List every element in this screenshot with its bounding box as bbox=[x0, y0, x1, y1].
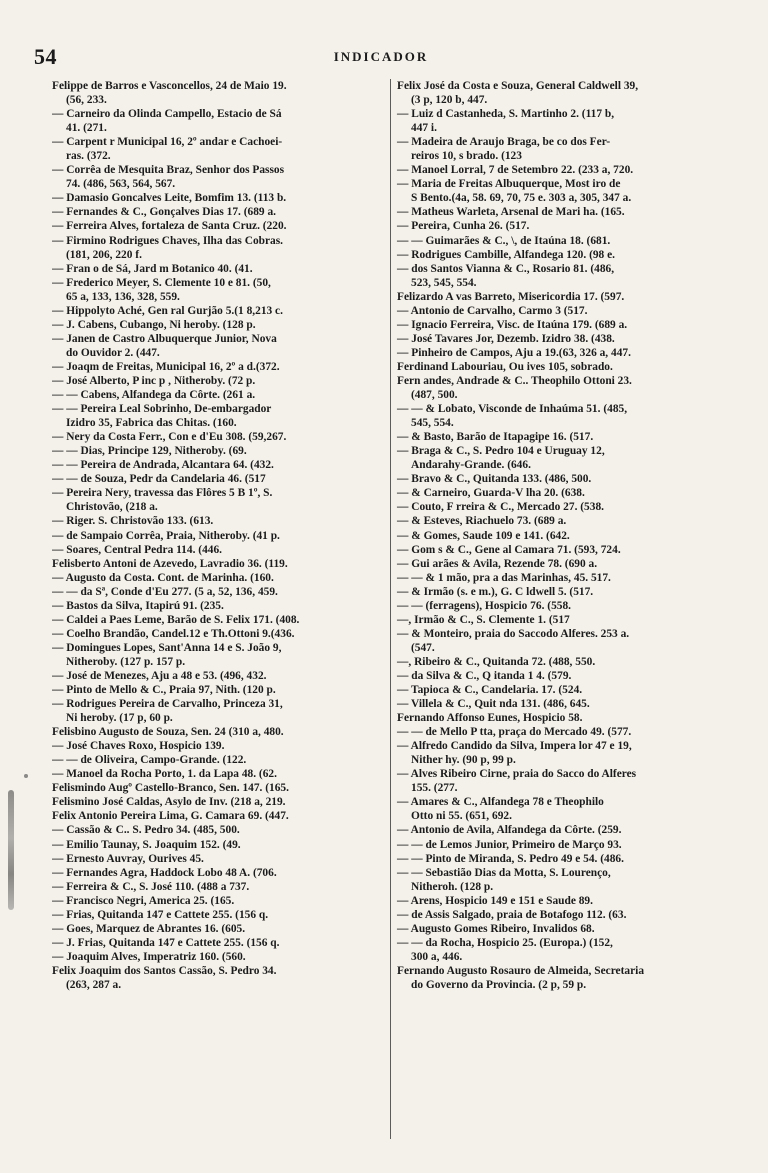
entry-line: — Manoel Lorral, 7 de Setembro 22. (233 a, 720. bbox=[397, 164, 634, 177]
entry-line: 545, 554. bbox=[411, 417, 454, 430]
directory-entry bbox=[397, 543, 729, 557]
entry-line: — Francisco Negri, America 25. (165. bbox=[52, 894, 235, 907]
directory-entry bbox=[397, 529, 729, 543]
directory-entry bbox=[397, 585, 729, 599]
directory-entry bbox=[52, 402, 385, 430]
entry-line: (263, 287 a. bbox=[66, 979, 122, 991]
entry-line: — — Guimarães & C., \, de Itaúna 18. (681. bbox=[397, 234, 611, 247]
entry-line: — Augusto Gomes Ribeiro, Invalidos 68. bbox=[397, 922, 595, 935]
directory-entry bbox=[397, 571, 729, 585]
directory-entry bbox=[52, 753, 385, 767]
entry-line: Ni heroby. (17 p, 60 p. bbox=[66, 712, 173, 725]
entry-line: Izidro 35, Fabrica das Chitas. (160. bbox=[66, 417, 237, 430]
directory-entry bbox=[397, 964, 729, 992]
column-divider bbox=[390, 79, 391, 1139]
directory-entry bbox=[397, 627, 729, 655]
directory-entry bbox=[397, 163, 729, 177]
directory-entry bbox=[397, 374, 729, 402]
directory-entry bbox=[52, 866, 385, 880]
directory-entry bbox=[397, 107, 729, 135]
directory-entry bbox=[397, 135, 729, 163]
entry-line: Felisbino Augusto de Souza, Sen. 24 (310 a, 480. bbox=[52, 726, 284, 739]
directory-entry bbox=[52, 880, 385, 894]
directory-entry bbox=[52, 332, 385, 360]
entry-line: 447 i. bbox=[411, 122, 437, 135]
entry-line: — — da Sª, Conde d'Eu 277. (5 a, 52, 136, 459. bbox=[52, 585, 278, 598]
entry-line: — Frederico Meyer, S. Clemente 10 e 81. (50, bbox=[52, 276, 271, 289]
directory-entry bbox=[397, 852, 729, 866]
entry-line: 300 a, 446. bbox=[411, 950, 463, 963]
entry-line: — Joaqm de Freitas, Municipal 16, 2º a d.(372. bbox=[52, 360, 280, 373]
entry-line: — José Chaves Roxo, Hospicio 139. bbox=[52, 740, 225, 753]
directory-entry bbox=[52, 430, 385, 444]
entry-line: — Cassão & C.. S. Pedro 34. (485, 500. bbox=[52, 824, 240, 837]
entry-line: — Fernandes & C., Gonçalves Dias 17. (689 a. bbox=[52, 206, 277, 219]
entry-line: — Fran o de Sá, Jard m Botanico 40. (41. bbox=[52, 262, 253, 275]
entry-line: — Firmino Rodrigues Chaves, Ilha das Cobras. bbox=[52, 234, 283, 247]
page-number: 54 bbox=[34, 44, 57, 69]
entry-line: — Damasio Goncalves Leite, Bomfim 13. (113 b. bbox=[52, 192, 287, 205]
entry-line: — Carneiro da Olinda Campello, Estacio de Sá bbox=[52, 108, 282, 121]
directory-entry bbox=[397, 444, 729, 472]
directory-entry bbox=[52, 585, 385, 599]
page-edge-mark bbox=[24, 774, 28, 778]
entry-line: (181, 206, 220 f. bbox=[66, 248, 142, 261]
entry-line: —, Ribeiro & C., Quitanda 72. (488, 550. bbox=[397, 655, 596, 668]
entry-line: Otto ni 55. (651, 692. bbox=[411, 810, 512, 823]
entry-line: (56, 233. bbox=[66, 94, 107, 107]
directory-entry bbox=[52, 852, 385, 866]
directory-entry bbox=[397, 711, 729, 725]
directory-entry bbox=[52, 795, 385, 809]
entry-line: — dos Santos Vianna & C., Rosario 81. (486, bbox=[397, 262, 615, 275]
entry-line: Nitheroh. (128 p. bbox=[411, 880, 494, 893]
entry-line: — Coelho Brandão, Candel.12 e Th.Ottoni 9.(436. bbox=[52, 627, 295, 640]
entry-line: — Carpent r Municipal 16, 2º andar e Cachoei- bbox=[52, 136, 283, 149]
entry-line: — Bravo & C., Quitanda 133. (486, 500. bbox=[397, 473, 592, 486]
directory-entry bbox=[397, 318, 729, 332]
entry-line: — de Sampaio Corrêa, Praia, Nitheroby. (41 p. bbox=[52, 529, 280, 542]
entry-line: — Pinheiro de Campos, Aju a 19.(63, 326 a, 447. bbox=[397, 346, 631, 359]
entry-line: — Ignacio Ferreira, Visc. de Itaúna 179. (689 a. bbox=[397, 318, 628, 331]
entry-line: — Augusto da Costa. Cont. de Marinha. (160. bbox=[52, 571, 274, 584]
entry-line: Nither hy. (90 p, 99 p. bbox=[411, 754, 516, 767]
directory-entry bbox=[397, 795, 729, 823]
entry-line: — Soares, Central Pedra 114. (446. bbox=[52, 543, 222, 556]
directory-entry bbox=[397, 683, 729, 697]
directory-entry bbox=[397, 402, 729, 430]
entry-line: — Villela & C., Quit nda 131. (486, 645. bbox=[397, 698, 590, 711]
entry-line: — Pereira, Cunha 26. (517. bbox=[397, 220, 530, 233]
directory-entry bbox=[52, 163, 385, 191]
page-header bbox=[34, 44, 728, 70]
entry-line: — Hippolyto Aché, Gen ral Gurjão 5.(1 8,213 c. bbox=[52, 304, 283, 317]
directory-entry bbox=[52, 922, 385, 936]
directory-entry bbox=[52, 374, 385, 388]
directory-entry bbox=[397, 360, 729, 374]
entry-line: — da Silva & C., Q itanda 1 4. (579. bbox=[397, 669, 572, 682]
directory-entry bbox=[397, 500, 729, 514]
directory-entry bbox=[52, 388, 385, 402]
directory-entry bbox=[52, 276, 385, 304]
entry-line: — Rodrigues Cambille, Alfandega 120. (98 e. bbox=[397, 248, 616, 261]
left-column bbox=[52, 79, 390, 1139]
directory-entry bbox=[397, 486, 729, 500]
entry-line: — José Alberto, P inc p , Nitheroby. (72 p. bbox=[52, 374, 256, 387]
entry-line: — — Sebastião Dias da Motta, S. Lourenço, bbox=[397, 866, 611, 879]
entry-line: — Pinto de Mello & C., Praia 97, Nith. (120 p. bbox=[52, 684, 276, 697]
entry-line: Ferdinand Labouriau, Ou ives 105, sobrado. bbox=[397, 360, 613, 373]
entry-line: — Domingues Lopes, Sant'Anna 14 e S. João 9, bbox=[52, 641, 282, 654]
entry-line: — — de Oliveira, Campo-Grande. (122. bbox=[52, 754, 247, 767]
directory-entry bbox=[52, 908, 385, 922]
entry-line: — Manoel da Rocha Porto, 1. da Lapa 48. (62. bbox=[52, 768, 277, 781]
entry-line: Felix José da Costa e Souza, General Caldwell 39, bbox=[397, 80, 639, 92]
entry-line: — Ferreira Alves, fortaleza de Santa Cruz. (220. bbox=[52, 220, 287, 233]
directory-entry bbox=[52, 472, 385, 486]
directory-entry bbox=[52, 529, 385, 543]
directory-entry bbox=[397, 655, 729, 669]
directory-entry bbox=[52, 823, 385, 837]
entry-line: (487, 500. bbox=[411, 389, 458, 402]
directory-entry bbox=[52, 514, 385, 528]
directory-entry bbox=[52, 964, 385, 992]
directory-entry bbox=[52, 79, 385, 107]
entry-line: — Bastos da Silva, Itapirú 91. (235. bbox=[52, 599, 224, 612]
entry-line: 65 a, 133, 136, 328, 559. bbox=[66, 290, 180, 303]
entry-line: Felix Joaquim dos Santos Cassão, S. Pedro 34. bbox=[52, 964, 277, 977]
entry-line: — Antonio de Carvalho, Carmo 3 (517. bbox=[397, 304, 588, 317]
directory-entry bbox=[52, 219, 385, 233]
entry-line: — Matheus Warleta, Arsenal de Mari ha. (165. bbox=[397, 206, 625, 219]
entry-line: ras. (372. bbox=[66, 150, 111, 163]
directory-entry bbox=[397, 599, 729, 613]
entry-line: — Ferreira & C., S. José 110. (488 a 737. bbox=[52, 880, 250, 893]
entry-line: — — Cabens, Alfandega da Côrte. (261 a. bbox=[52, 389, 256, 402]
entry-line: — — de Mello P tta, praça do Mercado 49. (577. bbox=[397, 726, 632, 739]
directory-entry bbox=[52, 781, 385, 795]
directory-entry bbox=[52, 613, 385, 627]
entry-line: — Emilio Taunay, S. Joaquim 152. (49. bbox=[52, 838, 241, 851]
directory-entry bbox=[397, 613, 729, 627]
directory-entry bbox=[52, 543, 385, 557]
entry-line: — & Esteves, Riachuelo 73. (689 a. bbox=[397, 515, 567, 528]
entry-line: Felix Antonio Pereira Lima, G. Camara 69. (447. bbox=[52, 810, 289, 823]
directory-entry bbox=[52, 234, 385, 262]
entry-line: — Antonio de Avila, Alfandega da Côrte. (259. bbox=[397, 824, 622, 837]
directory-entry bbox=[397, 219, 729, 233]
entry-line: — Alves Ribeiro Cirne, praia do Sacco do Alferes bbox=[397, 768, 637, 781]
directory-entry bbox=[397, 725, 729, 739]
entry-line: — J. Cabens, Cubango, Ni heroby. (128 p. bbox=[52, 318, 256, 331]
directory-entry bbox=[52, 739, 385, 753]
entry-line: 74. (486, 563, 564, 567. bbox=[66, 178, 176, 191]
directory-entry bbox=[397, 262, 729, 290]
entry-line: Fernando Affonso Eunes, Hospicio 58. bbox=[397, 712, 583, 725]
directory-entry bbox=[52, 767, 385, 781]
directory-entry bbox=[52, 683, 385, 697]
entry-line: — Braga & C., S. Pedro 104 e Uruguay 12, bbox=[397, 445, 605, 458]
directory-entry bbox=[397, 248, 729, 262]
entry-line: — José de Menezes, Aju a 48 e 53. (496, 432. bbox=[52, 669, 267, 682]
entry-line: Felisberto Antoni de Azevedo, Lavradio 36. (119. bbox=[52, 557, 288, 570]
entry-line: — & Irmão (s. e m.), G. C ldwell 5. (517. bbox=[397, 585, 594, 598]
entry-line: Felizardo A vas Barreto, Misericordia 17. (597. bbox=[397, 290, 625, 303]
directory-entry bbox=[52, 669, 385, 683]
directory-entry bbox=[52, 725, 385, 739]
entry-line: — & Basto, Barão de Itapagipe 16. (517. bbox=[397, 431, 594, 444]
entry-line: Felippe de Barros e Vasconcellos, 24 de Maio 19. bbox=[52, 80, 287, 92]
entry-line: — — de Lemos Junior, Primeiro de Março 93. bbox=[397, 838, 622, 851]
entry-line: do Ouvidor 2. (447. bbox=[66, 346, 160, 359]
entry-line: 155. (277. bbox=[411, 782, 458, 795]
entry-line: — Alfredo Candido da Silva, Impera lor 47 e 19, bbox=[397, 740, 632, 753]
entry-line: do Governo da Provincia. (2 p, 59 p. bbox=[411, 979, 587, 991]
entry-line: — Pereira Nery, travessa das Flôres 5 B 1º, S. bbox=[52, 487, 273, 500]
directory-entry bbox=[52, 262, 385, 276]
entry-line: S Bento.(4a, 58. 69, 70, 75 e. 303 a, 305, 347 a. bbox=[411, 192, 632, 205]
directory-entry bbox=[397, 894, 729, 908]
entry-line: — — de Souza, Pedr da Candelaria 46. (517 bbox=[52, 473, 266, 486]
directory-entry bbox=[397, 430, 729, 444]
directory-entry bbox=[52, 205, 385, 219]
directory-entry bbox=[52, 627, 385, 641]
entry-line: — Janen de Castro Albuquerque Junior, Nova bbox=[52, 332, 277, 345]
directory-entry bbox=[397, 838, 729, 852]
directory-entry bbox=[52, 838, 385, 852]
entry-line: — — Pinto de Miranda, S. Pedro 49 e 54. (486. bbox=[397, 852, 624, 865]
directory-entry bbox=[397, 936, 729, 964]
directory-entry bbox=[397, 866, 729, 894]
directory-entry bbox=[397, 346, 729, 360]
entry-line: — Rodrigues Pereira de Carvalho, Princeza 31, bbox=[52, 698, 283, 711]
entry-line: — Corrêa de Mesquita Braz, Senhor dos Passos bbox=[52, 164, 285, 177]
directory-entry bbox=[52, 641, 385, 669]
entry-line: — Tapioca & C., Candelaria. 17. (524. bbox=[397, 684, 583, 697]
entry-line: — — Pereira de Andrada, Alcantara 64. (432. bbox=[52, 459, 274, 472]
entry-line: — Fernandes Agra, Haddock Lobo 48 A. (706. bbox=[52, 866, 277, 879]
directory-entry bbox=[397, 177, 729, 205]
entry-line: reiros 10, s brado. (123 bbox=[411, 150, 522, 163]
page-edge-stain bbox=[8, 790, 14, 910]
directory-columns bbox=[52, 79, 732, 1139]
running-head: INDICADOR bbox=[333, 49, 429, 64]
entry-line: — Arens, Hospicio 149 e 151 e Saude 89. bbox=[397, 894, 593, 907]
directory-entry bbox=[397, 290, 729, 304]
entry-line: 41. (271. bbox=[66, 122, 107, 135]
entry-line: — — da Rocha, Hospicio 25. (Europa.) (152, bbox=[397, 936, 613, 949]
directory-entry bbox=[52, 571, 385, 585]
entry-line: —, Irmão & C., S. Clemente 1. (517 bbox=[397, 613, 570, 626]
entry-line: Andarahy-Grande. (646. bbox=[411, 459, 531, 472]
entry-line: — Goes, Marquez de Abrantes 16. (605. bbox=[52, 922, 246, 935]
directory-entry bbox=[52, 191, 385, 205]
entry-line: — J. Frias, Quitanda 147 e Cattete 255. (156 q. bbox=[52, 936, 280, 949]
entry-line: — Nery da Costa Ferr., Con e d'Eu 308. (59,267. bbox=[52, 431, 287, 444]
directory-entry bbox=[52, 557, 385, 571]
entry-line: — Gui arães & Avila, Rezende 78. (690 a. bbox=[397, 557, 598, 570]
directory-entry bbox=[52, 486, 385, 514]
directory-entry bbox=[52, 458, 385, 472]
directory-entry bbox=[397, 823, 729, 837]
directory-entry bbox=[52, 135, 385, 163]
directory-entry bbox=[397, 205, 729, 219]
entry-line: Felismindo Augº Castello-Branco, Sen. 147. (165. bbox=[52, 782, 289, 795]
directory-entry bbox=[52, 697, 385, 725]
directory-entry bbox=[52, 360, 385, 374]
directory-entry bbox=[397, 922, 729, 936]
directory-entry bbox=[397, 669, 729, 683]
entry-line: — — (ferragens), Hospicio 76. (558. bbox=[397, 599, 571, 612]
directory-entry bbox=[52, 107, 385, 135]
entry-line: — Riger. S. Christovão 133. (613. bbox=[52, 515, 214, 528]
directory-entry bbox=[52, 809, 385, 823]
entry-line: — — Pereira Leal Sobrinho, De-embargador bbox=[52, 403, 272, 416]
directory-entry bbox=[52, 444, 385, 458]
entry-line: — Ernesto Auvray, Ourives 45. bbox=[52, 852, 204, 865]
entry-line: — Couto, F rreira & C., Mercado 27. (538. bbox=[397, 501, 604, 514]
entry-line: — de Assis Salgado, praia de Botafogo 112. (63. bbox=[397, 908, 627, 921]
right-column bbox=[391, 79, 729, 1139]
directory-entry bbox=[397, 739, 729, 767]
entry-line: Nitheroby. (127 p. 157 p. bbox=[66, 655, 186, 668]
entry-line: — — Dias, Principe 129, Nitheroby. (69. bbox=[52, 445, 247, 458]
directory-entry bbox=[397, 234, 729, 248]
directory-entry bbox=[52, 318, 385, 332]
entry-line: — Maria de Freitas Albuquerque, Most iro de bbox=[397, 178, 621, 191]
directory-entry bbox=[397, 472, 729, 486]
entry-line: (3 p, 120 b, 447. bbox=[411, 94, 488, 107]
entry-line: — Caldei a Paes Leme, Barão de S. Felix 171. (408. bbox=[52, 613, 300, 626]
directory-entry bbox=[52, 950, 385, 964]
entry-line: — José Tavares Jor, Dezemb. Izidro 38. (438. bbox=[397, 332, 615, 345]
directory-entry bbox=[397, 697, 729, 711]
entry-line: — Luiz d Castanheda, S. Martinho 2. (117 b, bbox=[397, 108, 615, 121]
directory-entry bbox=[397, 304, 729, 318]
entry-line: Fern andes, Andrade & C.. Theophilo Ottoni 23. bbox=[397, 374, 632, 387]
entry-line: 523, 545, 554. bbox=[411, 276, 477, 289]
directory-entry bbox=[397, 514, 729, 528]
entry-line: Fernando Augusto Rosauro de Almeida, Secretaria bbox=[397, 964, 645, 977]
entry-line: Felismino José Caldas, Asylo de Inv. (218 a, 219. bbox=[52, 796, 286, 809]
entry-line: — & Carneiro, Guarda-V lha 20. (638. bbox=[397, 487, 585, 500]
directory-entry bbox=[397, 908, 729, 922]
entry-line: — Gom s & C., Gene al Camara 71. (593, 724. bbox=[397, 543, 621, 556]
entry-line: — Frias, Quitanda 147 e Cattete 255. (156 q. bbox=[52, 908, 269, 921]
entry-line: — — & Lobato, Visconde de Inhaúma 51. (485, bbox=[397, 403, 628, 416]
directory-entry bbox=[397, 332, 729, 346]
directory-entry bbox=[397, 79, 729, 107]
entry-line: — — & 1 mão, pra a das Marinhas, 45. 517. bbox=[397, 571, 611, 584]
directory-entry bbox=[52, 936, 385, 950]
entry-line: — & Monteiro, praia do Saccodo Alferes. 253 a. bbox=[397, 627, 630, 640]
directory-entry bbox=[397, 767, 729, 795]
entry-line: — Amares & C., Alfandega 78 e Theophilo bbox=[397, 796, 604, 809]
directory-entry bbox=[52, 894, 385, 908]
entry-line: — Madeira de Araujo Braga, be co dos Fer- bbox=[397, 136, 611, 149]
directory-entry bbox=[397, 557, 729, 571]
entry-line: — Joaquim Alves, Imperatriz 160. (560. bbox=[52, 950, 246, 963]
entry-line: (547. bbox=[411, 641, 435, 654]
directory-entry bbox=[52, 304, 385, 318]
directory-entry bbox=[52, 599, 385, 613]
entry-line: Christovão, (218 a. bbox=[66, 501, 158, 514]
entry-line: — & Gomes, Saude 109 e 141. (642. bbox=[397, 529, 570, 542]
